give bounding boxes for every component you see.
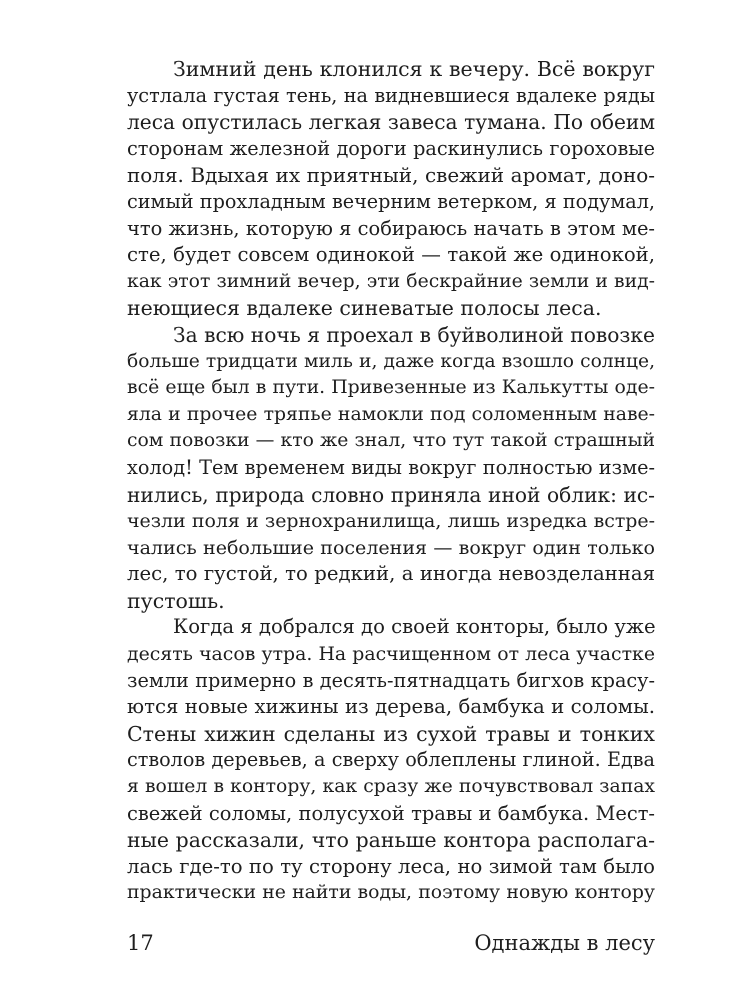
text-line: я вошел в контору, как сразу же почувствовал запах (127, 776, 655, 798)
text-line: ные рассказали, что раньше контора располага- (127, 828, 655, 853)
page-number: 17 (127, 931, 154, 955)
text-line: чезли поля и зернохранилища, лишь изредка встре- (127, 510, 655, 533)
text-line: стволов деревьев, а сверху облеплены глиной. Едва (127, 748, 655, 772)
text-line: больше тридцати миль и, даже когда взошло солнце, (127, 350, 655, 372)
body-text (127, 56, 655, 907)
text-line: сом повозки — кто же знал, что тут такой страшный (127, 430, 655, 452)
text-line: холод! Тем временем виды вокруг полностью изме- (127, 455, 655, 479)
text-line: симый прохладным вечерним ветерком, я подумал, (127, 189, 655, 213)
text-line: как этот зимний вечер, эти бескрайние земли и вид- (127, 270, 655, 292)
text-line: земли примерно в десять-пятнадцать бигхов красу- (127, 668, 655, 692)
text-line: практически не найти воды, поэтому новую контору (127, 882, 655, 904)
text-line: что жизнь, которую я собираюсь начать в этом ме- (127, 216, 655, 240)
text-line: нились, природа словно приняла иной облик: ис- (127, 482, 655, 507)
text-line: леса опустилась легкая завеса тумана. По обеим (127, 110, 655, 135)
text-line: поля. Вдыхая их приятный, свежий аромат, доно- (127, 163, 655, 188)
text-line: лес, то густой, то редкий, а иногда невозделанная (127, 562, 655, 586)
text-line: чались небольшие поселения — вокруг один только (127, 536, 655, 559)
text-line: сторонам железной дороги раскинулись гороховые (127, 136, 655, 160)
text-line: Стены хижин сделаны из сухой травы и тонких (127, 721, 655, 746)
text-line: ются новые хижины из дерева, бамбука и соломы. (127, 695, 655, 719)
text-line: лась где-то по ту сторону леса, но зимой там было (127, 854, 655, 878)
running-title: Однажды в лесу (474, 931, 655, 955)
text-line: яла и прочее тряпье намокли под соломенным наве- (127, 403, 655, 425)
text-line: всё еще был в пути. Привезенные из Калькутты оде- (127, 377, 655, 399)
text-line: Зимний день клонился к вечеру. Всё вокруг (173, 57, 655, 81)
text-line: За всю ночь я проехал в буйволиной повозке (173, 322, 655, 347)
text-line: десять часов утра. На расчищенном от леса участке (127, 643, 655, 666)
text-line: свежей соломы, полусухой травы и бамбука. Мест- (127, 801, 655, 825)
page-footer (127, 928, 655, 958)
text-line: Когда я добрался до своей конторы, было уже (173, 615, 656, 639)
text-line: неющиеся вдалеке синеватые полосы леса. (127, 296, 602, 321)
text-line: пустошь. (127, 588, 225, 613)
text-line: устлала густая тень, на видневшиеся вдалеке ряды (127, 83, 655, 107)
text-line: сте, будет совсем одинокой — такой же одинокой, (127, 243, 655, 267)
